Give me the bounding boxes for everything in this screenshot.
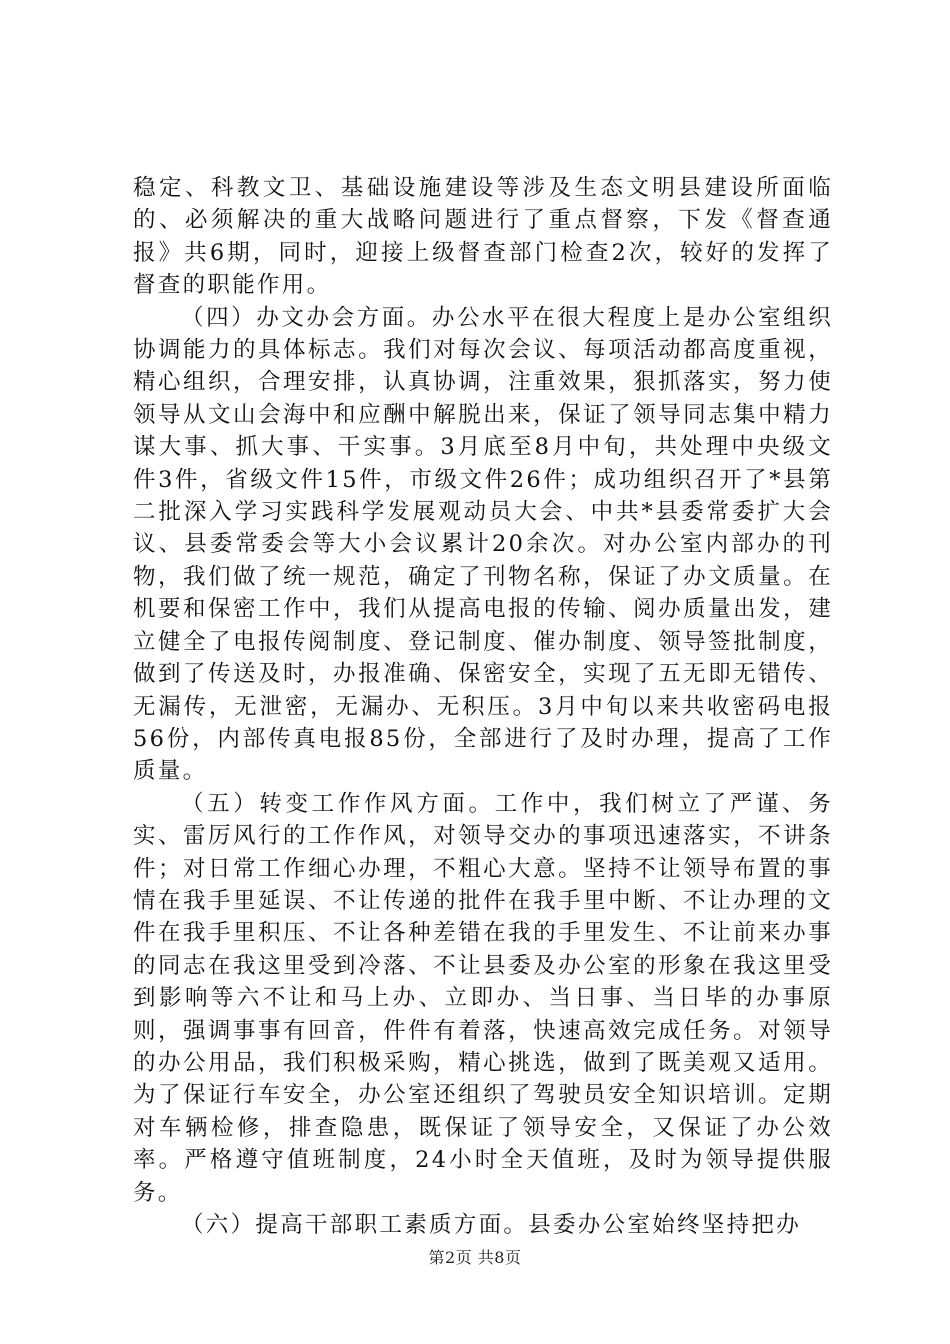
paragraph-section-five: （五）转变工作作风方面。工作中，我们树立了严谨、务实、雷厉风行的工作作风，对领导交办的事项迅速落实，不讲条件；对日常工作细心办理，不粗心大意。坚持不让领导布置的事情在我手里延误、不让传递的批件在我手里中断、不让办理的文件在我手里积压、不让各种差错在我的手里发生、不让前来办事的同志在我这里受到冷落、不让县委及办公室的形象在我这里受到影响等六不让和马上办、立即办、当日事、当日毕的办事原则，强调事事有回音，件件有着落，快速高效完成任务。对领导的办公用品，我们积极采购，精心挑选，做到了既美观又适用。为了保证行车安全，办公室还组织了驾驶员安全知识培训。定期对车辆检修，排查隐患，既保证了领导安全，又保证了办公效率。严格遵守值班制度，24小时全天值班，及时为领导提供服务。 [133, 790, 833, 1206]
document-body [133, 172, 833, 1241]
page-footer [0, 1245, 950, 1268]
paragraph-continuation: 稳定、科教文卫、基础设施建设等涉及生态文明县建设所面临的、必须解决的重大战略问题进行了重点督察，下发《督查通报》共6期，同时，迎接上级督查部门检查2次，较好的发挥了督查的职能作用。 [133, 175, 833, 299]
paragraph-section-six: （六）提高干部职工素质方面。县委办公室始终坚持把办 [181, 1212, 802, 1238]
paragraph-section-four: （四）办文办会方面。办公水平在很大程度上是办公室组织协调能力的具体标志。我们对每次会议、每项活动都高度重视，精心组织，合理安排，认真协调，注重效果，狠抓落实，努力使领导从文山会海中和应酬中解脱出来，保证了领导同志集中精力谋大事、抓大事、干实事。3月底至8月中旬，共处理中央级文件3件，省级文件15件，市级文件26件；成功组织召开了*县第二批深入学习实践科学发展观动员大会、中共*县委常委扩大会议、县委常委会等大小会议累计20余次。对办公室内部办的刊物，我们做了统一规范，确定了刊物名称，保证了办文质量。在机要和保密工作中，我们从提高电报的传输、阅办质量出发，建立健全了电报传阅制度、登记制度、催办制度、领导签批制度，做到了传送及时，办报准确、保密安全，实现了五无即无错传、无漏传，无泄密，无漏办、无积压。3月中旬以来共收密码电报56份，内部传真电报85份，全部进行了及时办理，提高了工作质量。 [133, 304, 833, 785]
page-number-label: 第2页 共8页 [428, 1248, 522, 1267]
